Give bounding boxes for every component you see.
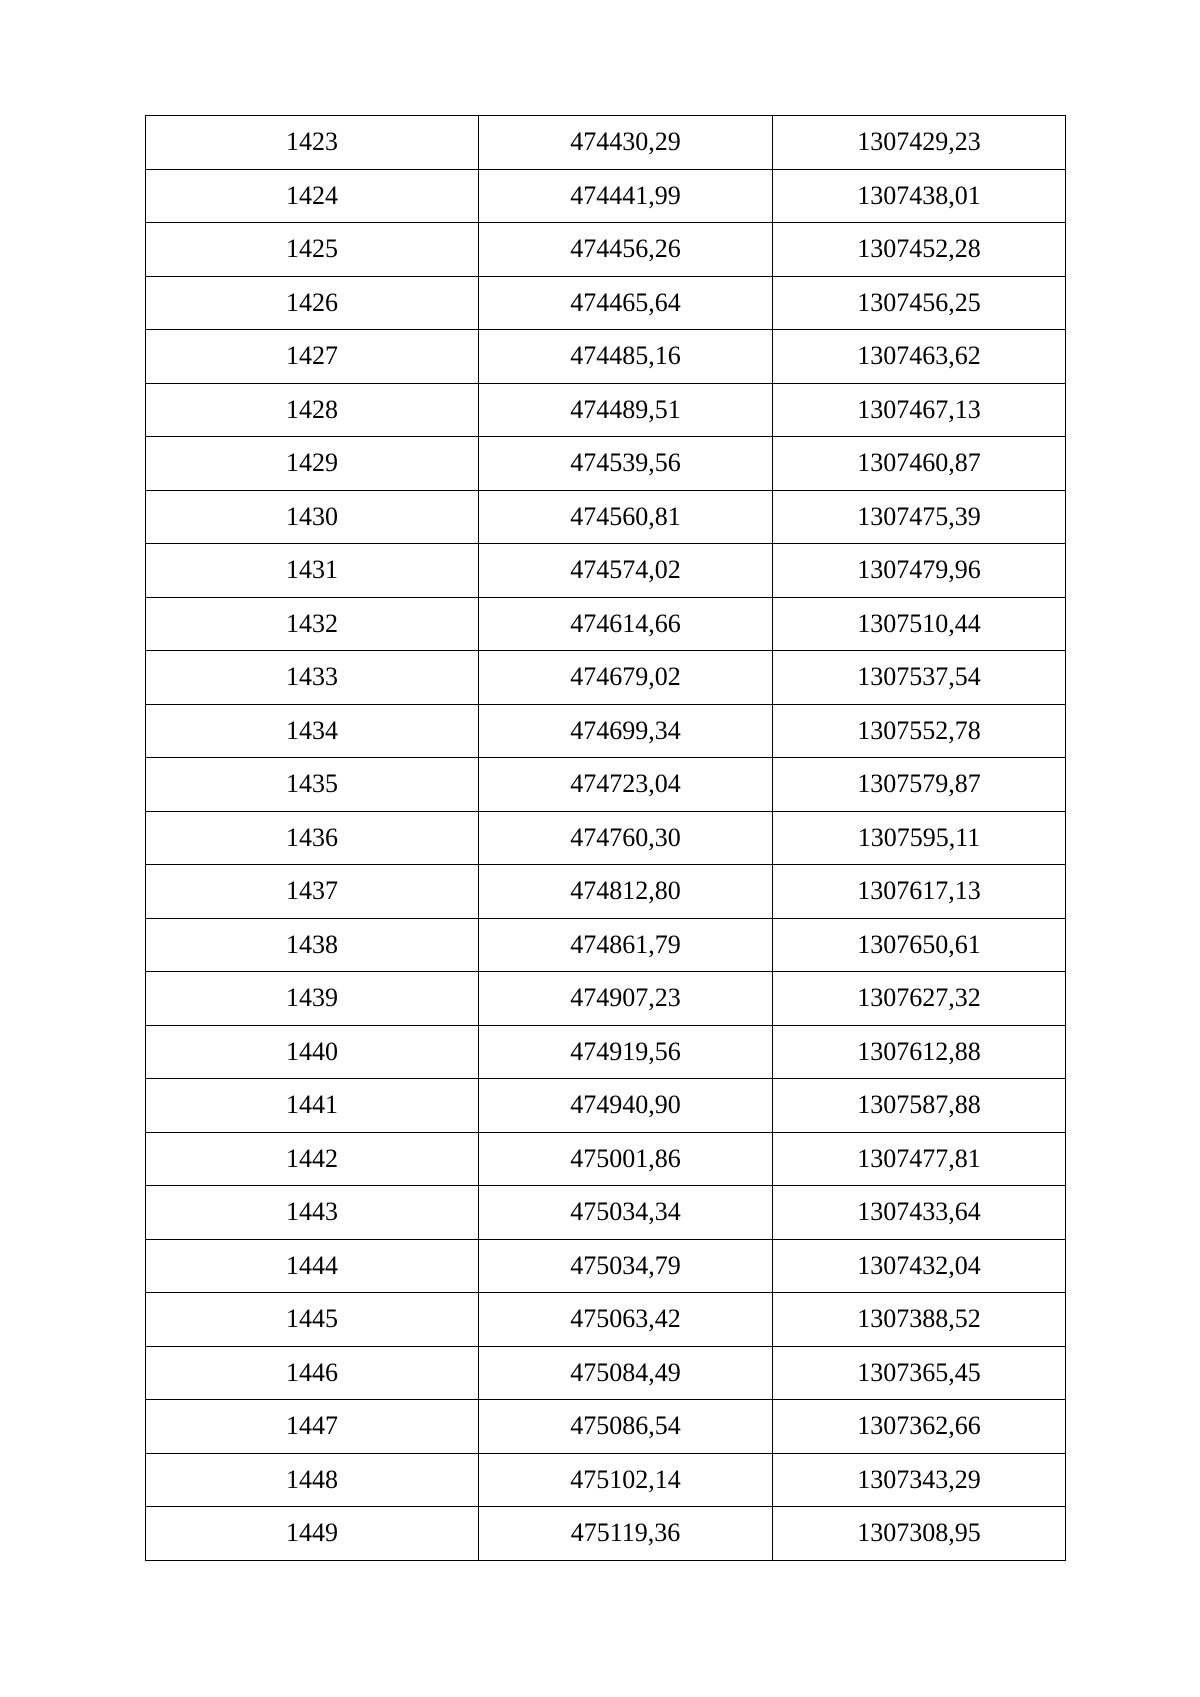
y-coordinate-cell: 1307627,32 xyxy=(773,972,1066,1026)
y-coordinate-cell: 1307477,81 xyxy=(773,1132,1066,1186)
x-coordinate-cell: 474485,16 xyxy=(479,330,773,384)
point-number-cell: 1428 xyxy=(146,383,479,437)
x-coordinate-cell: 474723,04 xyxy=(479,758,773,812)
point-number-cell: 1426 xyxy=(146,276,479,330)
point-number-cell: 1445 xyxy=(146,1293,479,1347)
x-coordinate-cell: 474489,51 xyxy=(479,383,773,437)
y-coordinate-cell: 1307460,87 xyxy=(773,437,1066,491)
x-coordinate-cell: 475001,86 xyxy=(479,1132,773,1186)
y-coordinate-cell: 1307537,54 xyxy=(773,651,1066,705)
point-number-cell: 1439 xyxy=(146,972,479,1026)
x-coordinate-cell: 474699,34 xyxy=(479,704,773,758)
table-row xyxy=(146,597,1066,651)
x-coordinate-cell: 474907,23 xyxy=(479,972,773,1026)
table-row xyxy=(146,383,1066,437)
x-coordinate-cell: 474940,90 xyxy=(479,1079,773,1133)
point-number-cell: 1425 xyxy=(146,223,479,277)
x-coordinate-cell: 474679,02 xyxy=(479,651,773,705)
y-coordinate-cell: 1307388,52 xyxy=(773,1293,1066,1347)
table-row xyxy=(146,1346,1066,1400)
x-coordinate-cell: 474456,26 xyxy=(479,223,773,277)
y-coordinate-cell: 1307429,23 xyxy=(773,116,1066,170)
y-coordinate-cell: 1307587,88 xyxy=(773,1079,1066,1133)
point-number-cell: 1442 xyxy=(146,1132,479,1186)
y-coordinate-cell: 1307612,88 xyxy=(773,1025,1066,1079)
point-number-cell: 1431 xyxy=(146,544,479,598)
y-coordinate-cell: 1307595,11 xyxy=(773,811,1066,865)
table-row xyxy=(146,1186,1066,1240)
y-coordinate-cell: 1307343,29 xyxy=(773,1453,1066,1507)
point-number-cell: 1433 xyxy=(146,651,479,705)
point-number-cell: 1423 xyxy=(146,116,479,170)
table-row xyxy=(146,276,1066,330)
table-row xyxy=(146,918,1066,972)
point-number-cell: 1438 xyxy=(146,918,479,972)
table-row xyxy=(146,1507,1066,1561)
table-body xyxy=(146,116,1066,1561)
x-coordinate-cell: 475084,49 xyxy=(479,1346,773,1400)
x-coordinate-cell: 474560,81 xyxy=(479,490,773,544)
point-number-cell: 1434 xyxy=(146,704,479,758)
x-coordinate-cell: 474861,79 xyxy=(479,918,773,972)
point-number-cell: 1447 xyxy=(146,1400,479,1454)
table-row xyxy=(146,544,1066,598)
table-row xyxy=(146,972,1066,1026)
point-number-cell: 1441 xyxy=(146,1079,479,1133)
x-coordinate-cell: 475034,34 xyxy=(479,1186,773,1240)
table-row xyxy=(146,704,1066,758)
coordinates-table xyxy=(145,115,1066,1561)
y-coordinate-cell: 1307479,96 xyxy=(773,544,1066,598)
point-number-cell: 1436 xyxy=(146,811,479,865)
x-coordinate-cell: 474539,56 xyxy=(479,437,773,491)
y-coordinate-cell: 1307510,44 xyxy=(773,597,1066,651)
x-coordinate-cell: 474465,64 xyxy=(479,276,773,330)
y-coordinate-cell: 1307432,04 xyxy=(773,1239,1066,1293)
point-number-cell: 1430 xyxy=(146,490,479,544)
point-number-cell: 1440 xyxy=(146,1025,479,1079)
table-row xyxy=(146,1239,1066,1293)
y-coordinate-cell: 1307463,62 xyxy=(773,330,1066,384)
table-row xyxy=(146,1293,1066,1347)
y-coordinate-cell: 1307552,78 xyxy=(773,704,1066,758)
point-number-cell: 1449 xyxy=(146,1507,479,1561)
point-number-cell: 1427 xyxy=(146,330,479,384)
x-coordinate-cell: 475063,42 xyxy=(479,1293,773,1347)
point-number-cell: 1448 xyxy=(146,1453,479,1507)
point-number-cell: 1443 xyxy=(146,1186,479,1240)
x-coordinate-cell: 475086,54 xyxy=(479,1400,773,1454)
table-row xyxy=(146,330,1066,384)
point-number-cell: 1435 xyxy=(146,758,479,812)
table-row xyxy=(146,490,1066,544)
point-number-cell: 1437 xyxy=(146,865,479,919)
y-coordinate-cell: 1307475,39 xyxy=(773,490,1066,544)
y-coordinate-cell: 1307579,87 xyxy=(773,758,1066,812)
table-row xyxy=(146,1453,1066,1507)
x-coordinate-cell: 474760,30 xyxy=(479,811,773,865)
x-coordinate-cell: 475119,36 xyxy=(479,1507,773,1561)
x-coordinate-cell: 474812,80 xyxy=(479,865,773,919)
x-coordinate-cell: 474919,56 xyxy=(479,1025,773,1079)
y-coordinate-cell: 1307617,13 xyxy=(773,865,1066,919)
y-coordinate-cell: 1307308,95 xyxy=(773,1507,1066,1561)
table-row xyxy=(146,1132,1066,1186)
table-row xyxy=(146,437,1066,491)
x-coordinate-cell: 474430,29 xyxy=(479,116,773,170)
x-coordinate-cell: 474614,66 xyxy=(479,597,773,651)
x-coordinate-cell: 474574,02 xyxy=(479,544,773,598)
y-coordinate-cell: 1307438,01 xyxy=(773,169,1066,223)
table-row xyxy=(146,1079,1066,1133)
table-row xyxy=(146,1025,1066,1079)
table-row xyxy=(146,865,1066,919)
table-row xyxy=(146,223,1066,277)
point-number-cell: 1446 xyxy=(146,1346,479,1400)
y-coordinate-cell: 1307452,28 xyxy=(773,223,1066,277)
point-number-cell: 1429 xyxy=(146,437,479,491)
y-coordinate-cell: 1307365,45 xyxy=(773,1346,1066,1400)
x-coordinate-cell: 475102,14 xyxy=(479,1453,773,1507)
y-coordinate-cell: 1307467,13 xyxy=(773,383,1066,437)
table-row xyxy=(146,116,1066,170)
table-row xyxy=(146,169,1066,223)
x-coordinate-cell: 474441,99 xyxy=(479,169,773,223)
y-coordinate-cell: 1307650,61 xyxy=(773,918,1066,972)
x-coordinate-cell: 475034,79 xyxy=(479,1239,773,1293)
point-number-cell: 1432 xyxy=(146,597,479,651)
point-number-cell: 1444 xyxy=(146,1239,479,1293)
table-row xyxy=(146,758,1066,812)
point-number-cell: 1424 xyxy=(146,169,479,223)
y-coordinate-cell: 1307456,25 xyxy=(773,276,1066,330)
y-coordinate-cell: 1307433,64 xyxy=(773,1186,1066,1240)
table-row xyxy=(146,651,1066,705)
table-row xyxy=(146,1400,1066,1454)
y-coordinate-cell: 1307362,66 xyxy=(773,1400,1066,1454)
table-row xyxy=(146,811,1066,865)
